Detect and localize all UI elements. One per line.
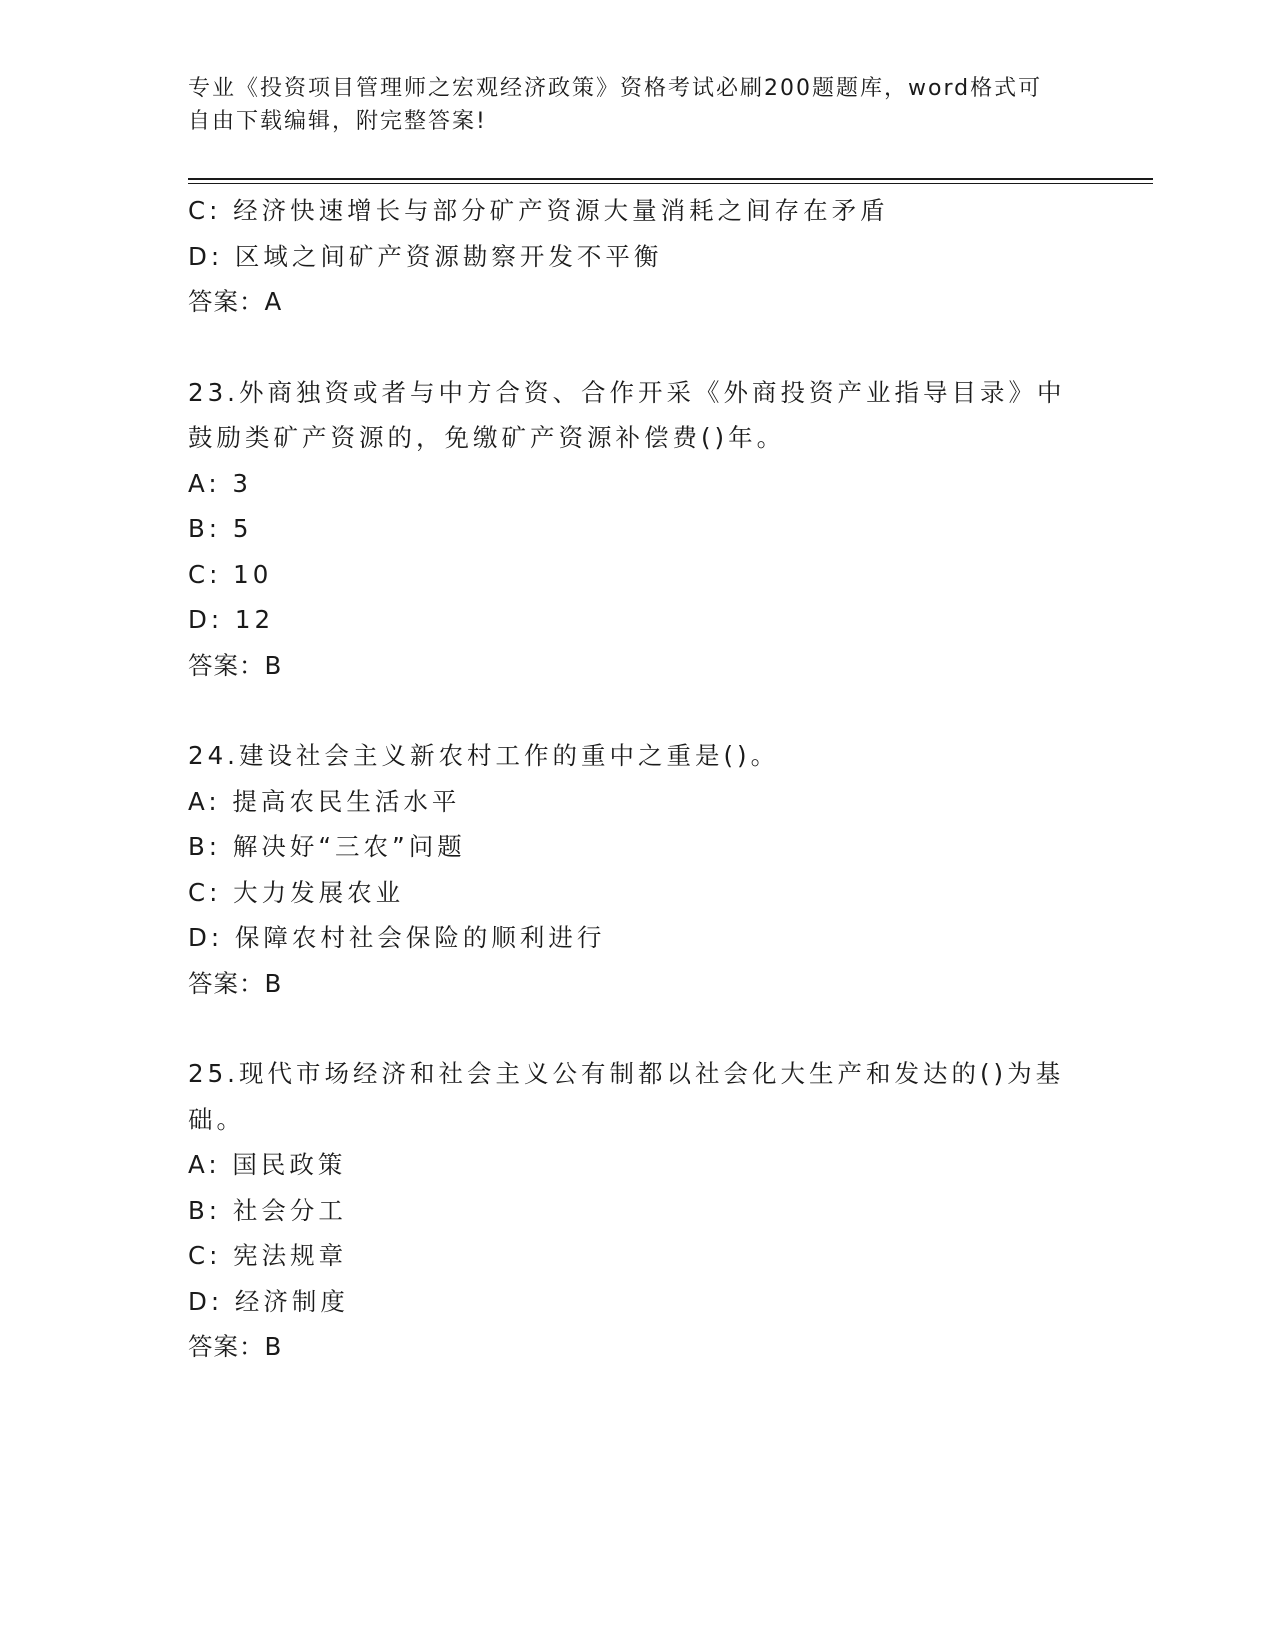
header-divider-thin [188,183,1153,184]
option-c: C: 10 [188,559,273,589]
question-text-line: 础。 [188,1104,245,1134]
question-block-24 [188,733,1088,1006]
spacer [188,688,1088,733]
spacer [188,325,1088,370]
option-c: C: 大力发展农业 [188,877,405,907]
option-d: D: 经济制度 [188,1286,349,1316]
option-b: B: 5 [188,514,253,543]
option-d: D: 区域之间矿产资源勘察开发不平衡 [188,241,663,271]
option-d: D: 保障农村社会保险的顺利进行 [188,923,606,952]
answer-line: 答案：B [188,968,283,998]
option-b: B: 社会分工 [188,1195,347,1225]
option-d: D: 12 [188,605,275,634]
question-block-previous [188,188,1088,325]
header-divider-thick [188,178,1153,180]
question-list [188,188,1088,1370]
option-c: C: 经济快速增长与部分矿产资源大量消耗之间存在矛盾 [188,196,889,225]
question-text-line: 23.外商独资或者与中方合资、合作开采《外商投资产业指导目录》中 [188,377,1066,407]
spacer [188,1006,1088,1051]
question-block-25 [188,1051,1088,1370]
header-line-1: 专业《投资项目管理师之宏观经济政策》资格考试必刷200题题库，word格式可 [188,76,1043,101]
question-text [188,370,1088,461]
option-b: B: 解决好“三农”问题 [188,832,466,861]
option-a: A: 国民政策 [188,1150,347,1179]
question-text-line: 24.建设社会主义新农村工作的重中之重是()。 [188,741,780,770]
header-line-2: 自由下载编辑，附完整答案! [188,109,487,134]
question-text-line: 鼓励类矿产资源的，免缴矿产资源补偿费()年。 [188,423,786,452]
answer-line: 答案：A [188,287,283,316]
option-c: C: 宪法规章 [188,1241,348,1270]
question-text [188,1051,1088,1142]
document-header [188,72,1068,138]
answer-line: 答案：B [188,1332,283,1361]
question-text [188,733,1088,779]
option-a: A: 3 [188,468,252,498]
option-a: A: 提高农民生活水平 [188,786,461,816]
answer-line: 答案：B [188,650,283,680]
question-block-23 [188,370,1088,689]
question-text-line: 25.现代市场经济和社会主义公有制都以社会化大生产和发达的()为基 [188,1059,1065,1088]
